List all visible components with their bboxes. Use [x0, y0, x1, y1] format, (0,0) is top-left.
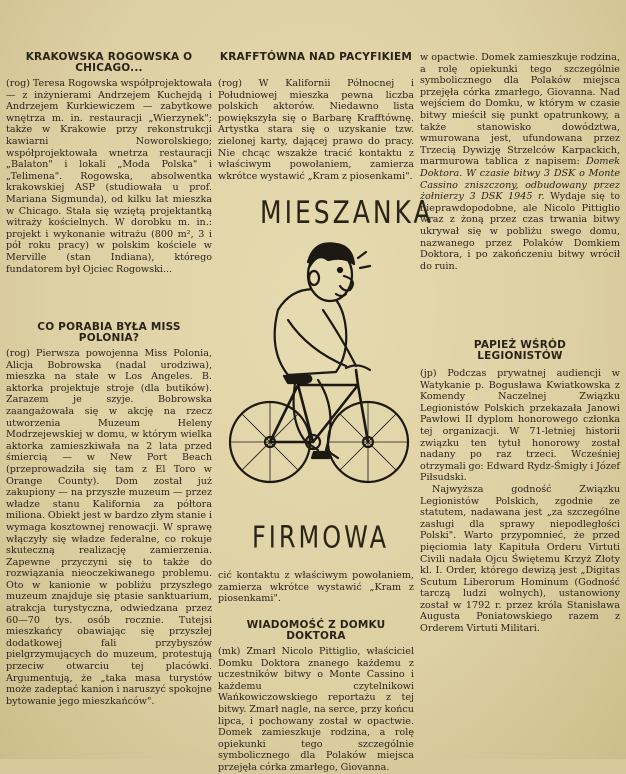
cartoon-title-top: MIESZANKA	[260, 194, 434, 231]
article-porabia-body: (rog) Pierwsza powojenna Miss Polonia, Alicja Bobrowska (nadal urodziwa), mieszka na stałe w Los Angeles. B. aktorka projektuje stroje (dla butików). Zarazem je szyje. Bobrowska zaangażowała się w akcję na rzecz utworzenia Muzeum Heleny Modrzejewskiej w domu, w którym wielka aktorka zamieszkiwała na 2 lata przed śmiercią — w New Port Beach (przeprowadziła się tam z El Toro w Orange County). Dom został już zakupiony — na przyszłe muzeum — przez władze stanu Kalifornia za półtora miliona. Obiekt jest w bardzo złym stanie i wymaga kosztownej renowacji. W sprawę włączyły się władze federalne, co rokuje skuteczną realizację zamierzenia. Zapewne przyczyni się to także do rozwiązania nieoczekiwanego problemu. Oto w kanionie w pobliżu przyszłego muzeum znajduje się ptasie sanktuarium, atrakcja turystyczna, odwiedzana przez 60—70 tys. osób rocznie. Tutejsi mieszkańcy obawiając się przyszłej dodatkowej fali przybyszów pielgrzymujących do muzeum, protestują przeciw otwarciu tej placówki. Argumentują, że „taka masa turystów może zadeptać kanion i naruszyć spokojne bytowanie jego mieszkańców".	[6, 348, 212, 707]
article-krafftowna-body: (rog) W Kalifornii Północnej i Południowej mieszka pewna liczba polskich aktorów. Niedawno lista powiększyła się o Barbarę Krafftównę. Artystka stara się o uzyskanie tzw. zielonej karty, dającej prawo do pracy. Nie chcąc wszakże tracić kontaktu z właściwym powołaniem, zamierza wkrótce wystawić „Kram z piosenkami".	[218, 78, 414, 182]
cartoon-title-bottom: FIRMOWA	[252, 520, 389, 555]
article-papiez-body2: Najwyższa godność Związku Legionistów Polskich, zgodnie ze statutem, nadawana jest „za szczególne zasługi dla sprawy niepodległości Polski". Warto przypomnieć, że przed pięciomia laty Kapituła Orderu Virtuti Civili nadała Ojcu Świętemu Krzyż Złoty kl. I. Order, którego dewizą jest „Digitas Scutum Liberorum Hominum (Godność tarczą ludzi wolnych), ustanowiony został w 1792 r. przez króla Stanisława Augusta Poniatowskiego razem z Orderem Virtuti Militari.	[420, 483, 620, 635]
article-papiez-body: (jp) Podczas prywatnej audiencji w Watykanie p. Bogusława Kwiatkowska z Komendy Naczelnej Związku Legionistów Polskich przekazała Janowi Pawłowi II dyplom honorowego członka tej organizacji. W 71-letniej historii związku ten tytuł honorowy został nadany po raz trzeci. Wcześniej otrzymali go: Edward Rydz-Śmigły i Józef Piłsudski.	[420, 368, 620, 484]
headline-porabia: CO PORABIA BYŁA MISS POLONIA?	[37, 321, 181, 344]
article-krafftowna-continued: cić kontaktu z właściwym powołaniem, zamierza wkrótce wystawić „Kram z piosenkami".	[218, 570, 414, 605]
article-wiadomosc-body: (mk) Zmarł Nicolo Pittiglio, właściciel Domku Doktora znanego każdemu z uczestników bitwy o Monte Cassino i każdemu czytelnikowi Wańkowiczowskiego reportażu z tej bitwy. Zmarł nagle, na serce, przy końcu lipca, i pochowany został w opactwie. Domek zamieszkuje rodzina, a rolę opiekunki tego szczególnie symbolicznego dla Polaków miejsca przejęła córka zmarłego, Giovanna.	[218, 646, 414, 773]
headline-wiadomosc: WIADOMOŚĆ Z DOMKU DOKTORA	[246, 619, 386, 642]
cyclist-cartoon	[218, 180, 414, 570]
headline-papiez: PAPIEŻ WŚRÓD LEGIONISTÓW	[473, 339, 567, 362]
article-krakowska-body: (rog) Teresa Rogowska współprojektowała — z inżynierami Andrzejem Kuchejdą i Andrzejem Kurkiewiczem — zabytkowe wnętrza m. in. restauracji „Wierzynek"; także w Krakowie przy rekonstrukcji kawiarni Noworolskiego; współprojektowała wnetrza restauracji „Balaton" i lokali „Moda Polska" i „Telimena". Rogowska, absolwentka krakowskiej ASP (studiowała u prof. Mariana Sigmunda), od kilku lat mieszka w Chicago. Stała się wziętą projektantką witraży kościelnych. W dorobku m. in.: projekt i wykonanie witrażu (800 m², 3 i pół roku pracy) w polskim kościele w Merville (stan Indiana), którego fundatorem był Ojciec Rogowski...	[6, 78, 212, 275]
article-wiadomosc-continued: w opactwie. Domek zamieszkuje rodzina, a rolę opiekunki tego szczególnie symbolicznego dla Polaków miejsca przejęła córka zmarłego, Giovanna. Nad wejściem do Domku, w którym w czasie bitwy mieścił się punkt opatrunkowy, a także stanowisko dowództwa, wmurowana jest, ufundowana przez Trzecią Dywizję Strzelców Karpackich, marmurowa tablica z napisem: Domek Doktora. W czasie bitwy 3 DSK o Monte Cassino zniszczony, odbudowany przez żołnierzy 3 DSK 1945 r. Wydaje się to nieprawdopodobne, ale Nicolo Pittiglio wraz z żoną przez czas trwania bitwy ukrywał się w pobliżu swego domu, nazwanego przez Polaków Domkiem Doktora, i po zakończeniu bitwy wrócił do ruin.	[420, 52, 620, 272]
headline-krafftowna: KRAFFTÓWNA NAD PACYFIKIEM	[219, 51, 413, 63]
headline-krakowska: KRAKOWSKA ROGOWSKA O CHICAGO...	[25, 51, 193, 74]
